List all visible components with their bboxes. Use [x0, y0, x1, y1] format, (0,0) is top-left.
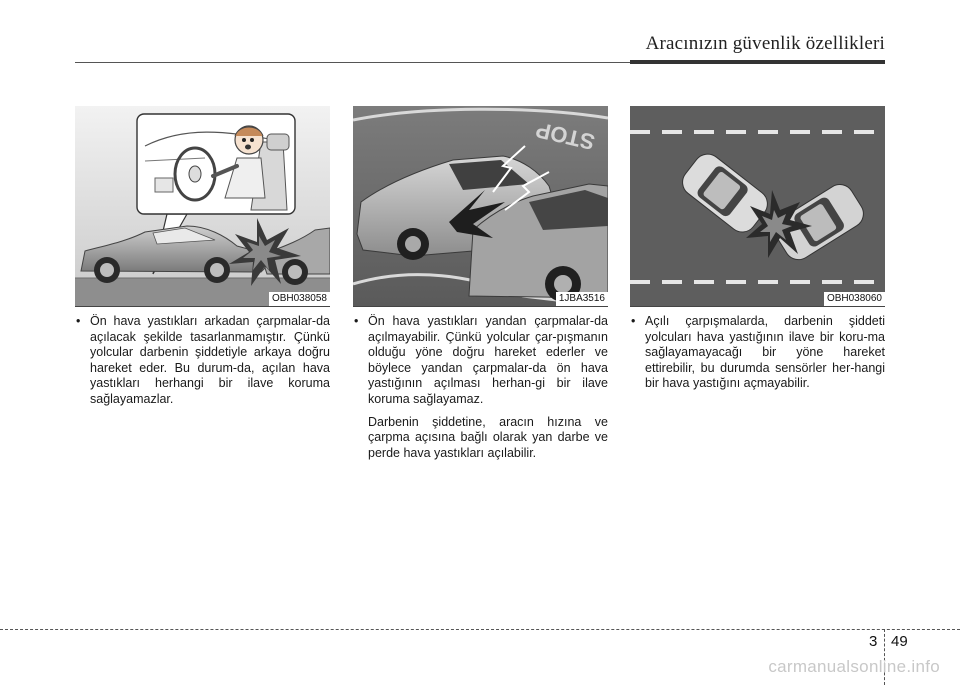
figure-baseline [353, 306, 608, 307]
road-stop-marking: STOP [533, 117, 598, 155]
figure-baseline [75, 306, 330, 307]
footer-rule [0, 629, 960, 630]
rear-collision-illustration [75, 106, 330, 306]
chapter-number: 3 [869, 633, 878, 650]
side-collision-illustration [353, 106, 608, 306]
section-title: Aracınızın güvenlik özellikleri [645, 33, 885, 54]
text-column-2 [353, 314, 608, 461]
text-column-3 [630, 314, 885, 392]
header-rule-accent [630, 60, 885, 64]
figure-side-collision [353, 106, 608, 306]
figure-code: 1JBA3516 [556, 292, 608, 306]
figure-angled-collision [630, 106, 885, 306]
continuation-paragraph: Darbenin şiddetine, aracın hızına ve çarpma açısına bağlı olarak yan darbe ve perde hava yastıkları açılabilir. [368, 414, 608, 460]
text-column-1 [75, 314, 330, 408]
angled-collision-illustration [630, 106, 885, 306]
bullet-paragraph: • Açılı çarpışmalarda, darbenin şiddeti yolcuları hava yastığının ilave bir koru-ma sağlayamayacağı bir yöne hareket ettirebilir, bu durumda sensörler her-hangi bir hava yastığını açmayabilir. [630, 314, 885, 392]
bullet-paragraph: • Ön hava yastıkları yandan çarpmalar-da açılmayabilir. Çünkü yolcular çar-pışmanın olduğu yöne doğru hareket ederler ve böylece yandan çarpmalar-da ön hava yastığının açılması herhan-gi bir ilave koruma sağlayamaz. [353, 314, 608, 408]
figure-code: OBH038060 [824, 292, 885, 306]
watermark: carmanualsonline.info [768, 657, 940, 676]
figure-baseline [630, 306, 885, 307]
page-number: 49 [891, 633, 908, 650]
figure-rear-collision [75, 106, 330, 306]
figure-code: OBH038058 [269, 292, 330, 306]
bullet-paragraph: • Ön hava yastıkları arkadan çarpmalar-da açılacak şekilde tasarlanmamıştır. Çünkü yolcular darbenin şiddetiyle arkaya doğru hareket eder. Bu durum-da, açılan hava yastıkları herhangi bir ilave koruma sağlayamazlar. [75, 314, 330, 408]
